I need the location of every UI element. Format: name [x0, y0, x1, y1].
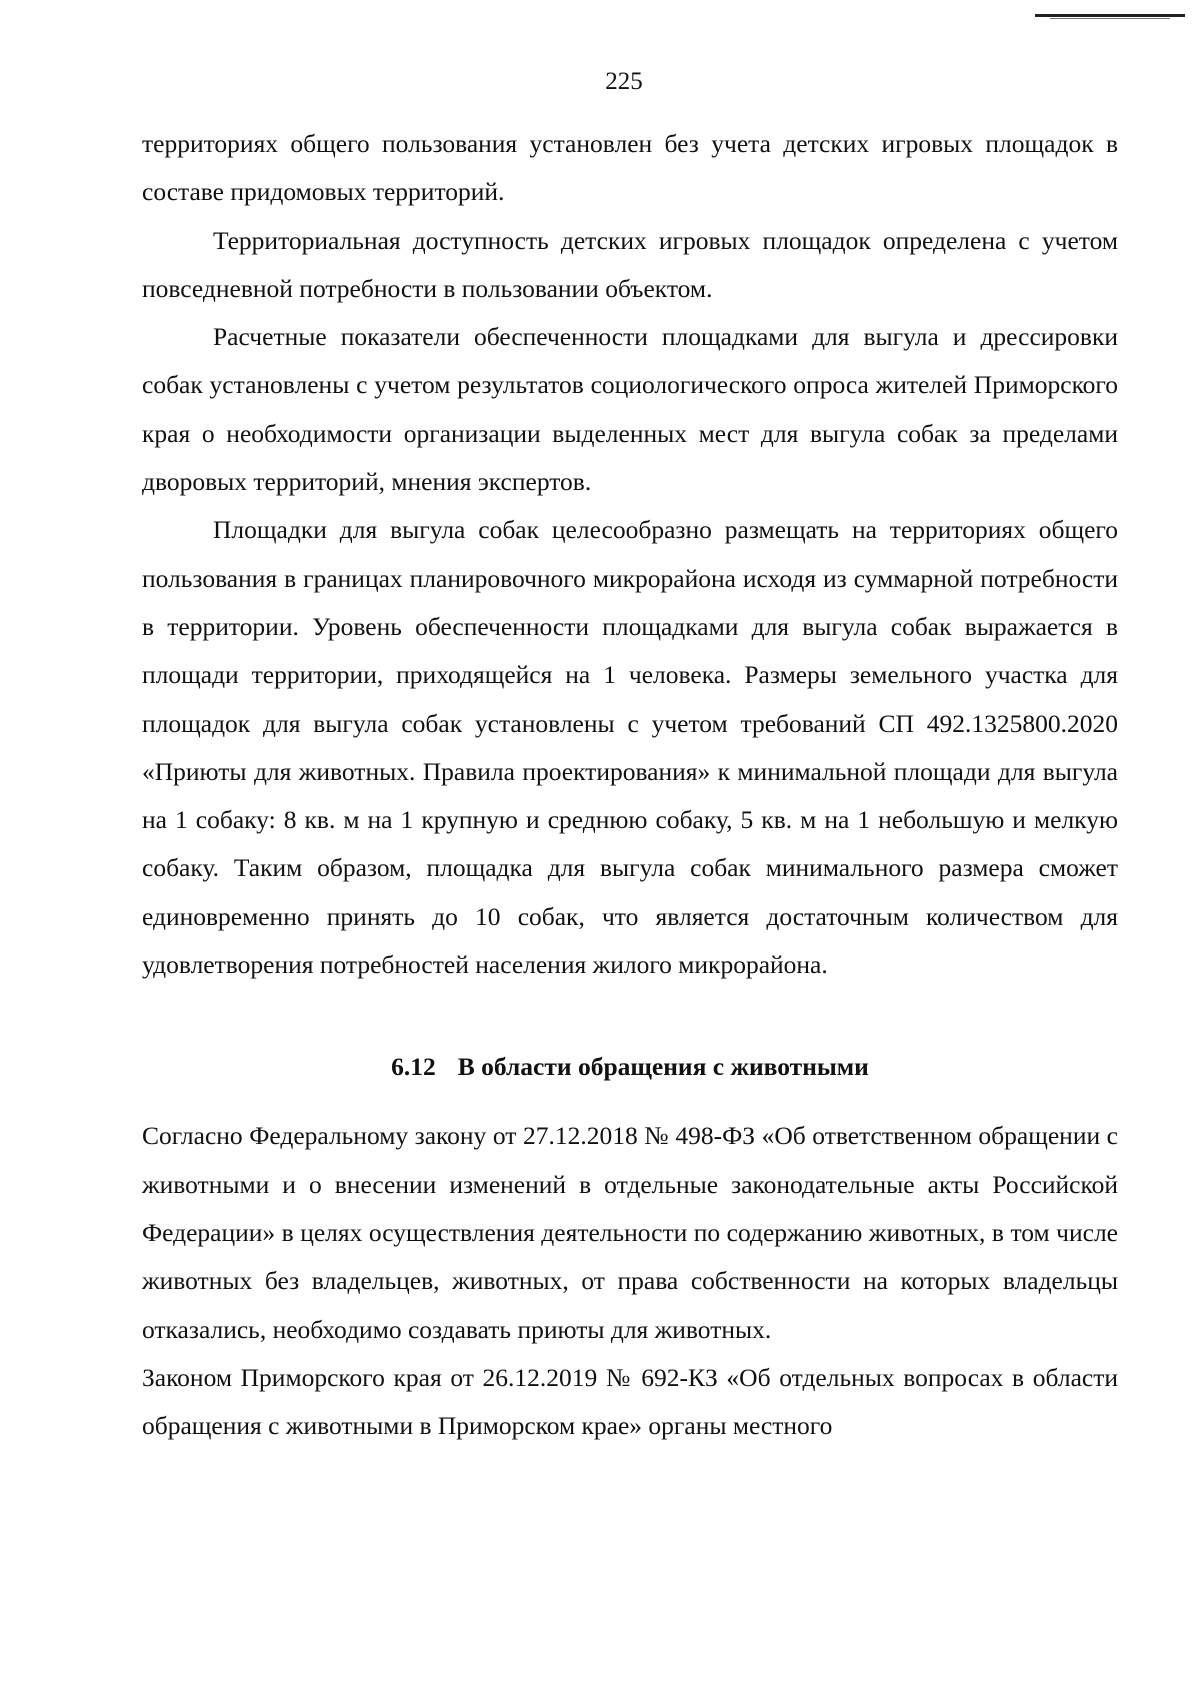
- page-number: 225: [605, 68, 643, 95]
- header-rule: [1035, 14, 1185, 17]
- section-number: 6.12: [391, 1052, 436, 1082]
- paragraph-regional-law: Законом Приморского края от 26.12.2019 № 692-КЗ «Об отдельных вопросах в области обращения с животными в Приморском крае» органы местного: [142, 1362, 1118, 1441]
- paragraph-continuation: территориях общего пользования установлен без учета детских игровых площадок в составе придомовых территорий.: [142, 129, 1118, 207]
- header-rule-thin: [1050, 18, 1170, 19]
- paragraph-dog-areas-placement: Площадки для выгула собак целесообразно размещать на территориях общего пользования в границах планировочного микрорайона исходя из суммарной потребности в территории. Уровень обеспеченности площадками для выгула собак выражается в площади территории, приходящейся на 1 человека. Размеры земельного участка для площадок для выгула собак установлены с учетом требований СП 492.1325800.2020 «Приюты для животных. Правила проектирования» к минимальной площади для выгула на 1 собаку: 8 кв. м на 1 крупную и среднюю собаку, 5 кв. м на 1 небольшую и мелкую собаку. Таким образом, площадка для выгула собак минимального размера сможет единовременно принять до 10 собак, что является достаточным количеством для удовлетворения потребностей населения жилого микрорайона.: [142, 515, 1118, 980]
- paragraph-dog-areas-indicators: Расчетные показатели обеспеченности площадками для выгула и дрессировки собак установлены с учетом результатов социологического опроса жителей Приморского края о необходимости организации выделенных мест для выгула собак за пределами дворовых территорий, мнения экспертов.: [142, 322, 1118, 497]
- paragraph-federal-law: Согласно Федеральному закону от 27.12.2018 № 498-ФЗ «Об ответственном обращении с животными и о внесении изменений в отдельные законодательные акты Российской Федерации» в целях осуществления деятельности по содержанию животных, в том числе животных без владельцев, животных, от права собственности на которых владельцы отказались, необходимо создавать приюты для животных.: [142, 1121, 1118, 1344]
- section-title: В области обращения с животными: [457, 1052, 869, 1082]
- paragraph-playground-accessibility: Территориальная доступность детских игровых площадок определена с учетом повседневной потребности в пользовании объектом.: [142, 225, 1118, 303]
- document-body: [142, 120, 1118, 1450]
- section-heading: [142, 1043, 1118, 1091]
